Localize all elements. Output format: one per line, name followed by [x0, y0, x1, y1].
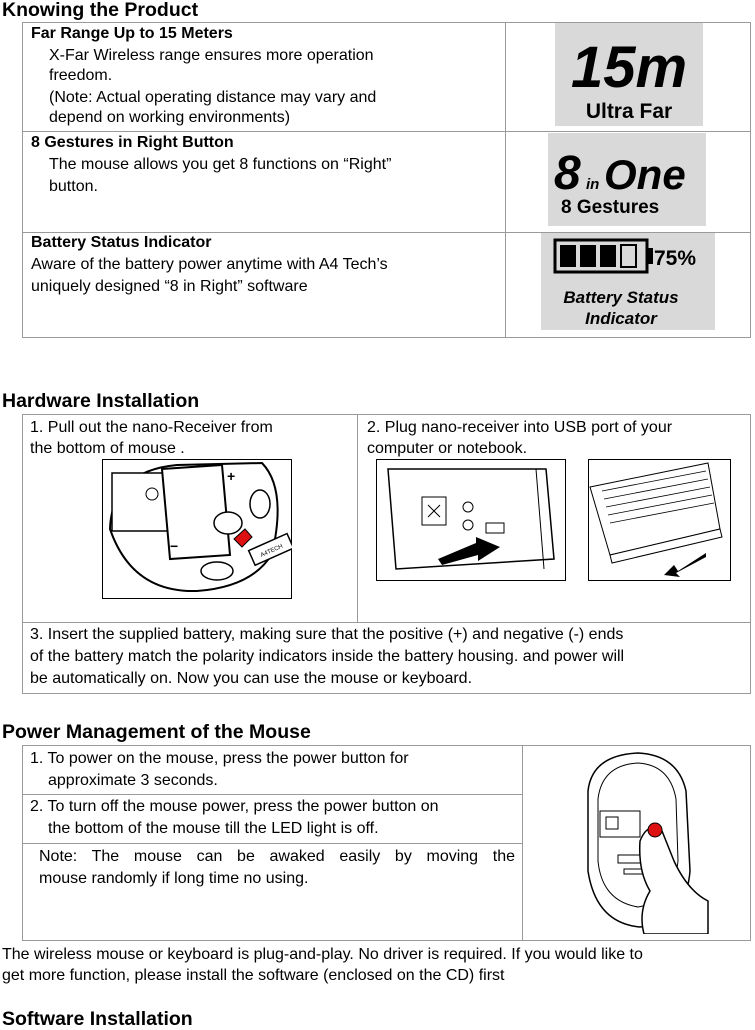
desktop-usb-illustration [376, 459, 566, 581]
laptop-usb-illustration [588, 459, 731, 581]
section-heading-power: Power Management of the Mouse [2, 721, 311, 743]
power-note-line: Note: The mouse can be awaked easily by moving the [39, 848, 515, 865]
hw-step3-line: of the battery match the polarity indicators inside the battery housing. and power will [30, 648, 625, 665]
hw-step1-line: the bottom of mouse . [30, 440, 185, 457]
section-heading-hardware: Hardware Installation [2, 390, 200, 412]
plug-and-play-line: get more function, please install the software (enclosed on the CD) first [2, 967, 505, 984]
svg-text:Battery Status: Battery Status [563, 288, 679, 307]
hw-step2-line: computer or notebook. [367, 440, 528, 457]
svg-text:One: One [604, 151, 686, 198]
badge-15m-text: 15m [570, 35, 688, 100]
eight-gestures-badge [548, 133, 706, 226]
mouse-receiver-illustration [102, 459, 292, 599]
svg-text:+: + [227, 468, 236, 484]
hw-step1-line: 1. Pull out the nano-Receiver from [30, 419, 273, 436]
badge-8-gestures-text: 8 Gestures [561, 197, 660, 218]
ultra-far-badge [555, 23, 703, 126]
feature-title-gestures: 8 Gestures in Right Button [31, 134, 234, 151]
svg-text:75%: 75% [654, 247, 697, 270]
power-note-line: mouse randomly if long time no using. [39, 870, 309, 887]
feature-desc-line: (Note: Actual operating distance may vary and [49, 89, 377, 106]
power-item2-line: 2. To turn off the mouse power, press the power button on [30, 798, 439, 815]
power-item1-line: 1. To power on the mouse, press the power button for [30, 750, 409, 767]
feature-title-battery: Battery Status Indicator [31, 234, 212, 251]
feature-desc-line: X-Far Wireless range ensures more operation [49, 47, 374, 64]
feature-desc-line: uniquely designed “8 in Right” software [31, 278, 308, 295]
badge-ultra-far-text: Ultra Far [585, 100, 673, 123]
feature-desc-line: The mouse allows you get 8 functions on “Right” [49, 156, 392, 173]
svg-text:in: in [586, 176, 600, 193]
feature-title-range: Far Range Up to 15 Meters [31, 25, 233, 42]
hw-step3-line: be automatically on. Now you can use the mouse or keyboard. [30, 670, 473, 687]
mouse-power-button-illustration [578, 751, 710, 934]
svg-text:−: − [170, 538, 179, 554]
feature-desc-line: Aware of the battery power anytime with A4 Tech’s [31, 256, 388, 273]
feature-desc-line: freedom. [49, 67, 113, 84]
svg-text:8: 8 [554, 147, 581, 200]
battery-status-badge [541, 233, 715, 330]
feature-desc-line: button. [49, 178, 98, 195]
power-item1-line: approximate 3 seconds. [48, 772, 218, 789]
section-heading-software: Software Installation [2, 1008, 193, 1030]
hw-step3-line: 3. Insert the supplied battery, making sure that the positive (+) and negative (-) ends [30, 626, 624, 643]
section-heading-knowing: Knowing the Product [2, 0, 199, 21]
feature-desc-line: depend on working environments) [49, 109, 291, 126]
svg-text:Indicator: Indicator [585, 309, 657, 328]
plug-and-play-line: The wireless mouse or keyboard is plug-and-play. No driver is required. If you would like to [2, 946, 643, 963]
hw-step2-line: 2. Plug nano-receiver into USB port of your [367, 419, 673, 436]
power-item2-line: the bottom of the mouse till the LED light is off. [48, 820, 379, 837]
svg-text:A4TECH: A4TECH [259, 543, 284, 559]
